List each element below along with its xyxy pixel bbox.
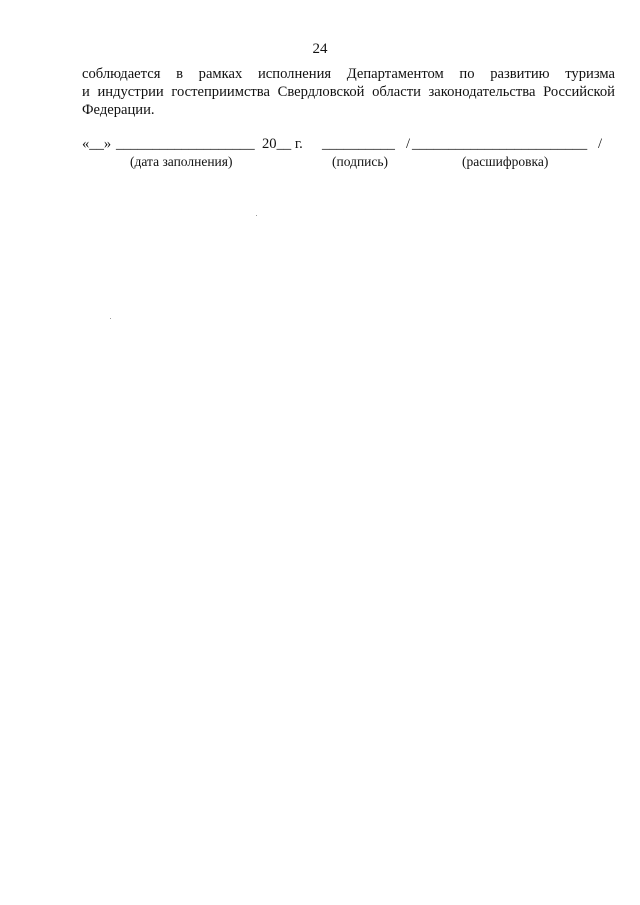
paragraph-line-2: и индустрии гостеприимства Свердловской области законодательства Российской — [82, 84, 615, 100]
signature-field: __________ — [322, 136, 395, 152]
separator-open: / — [406, 136, 411, 152]
signature-row — [0, 135, 640, 155]
date-month-field: ___________________ — [116, 136, 255, 152]
decoding-caption: (расшифровка) — [462, 154, 549, 169]
signature-caption: (подпись) — [332, 154, 389, 169]
page-number: 24 — [312, 41, 328, 57]
decoding-field: ________________________ — [412, 136, 588, 152]
separator-close: / — [598, 136, 603, 152]
date-year-field: 20__ г. — [262, 136, 303, 152]
paragraph-line-3: Федерации. — [82, 102, 155, 118]
caption-row — [0, 154, 640, 174]
date-day-field: «__» — [82, 136, 112, 152]
date-caption: (дата заполнения) — [130, 154, 233, 169]
paragraph-line-1: соблюдается в рамках исполнения Департаментом по развитию туризма — [82, 66, 615, 82]
scan-speck — [110, 318, 111, 319]
scan-speck — [256, 215, 257, 216]
body-paragraph — [82, 65, 615, 119]
